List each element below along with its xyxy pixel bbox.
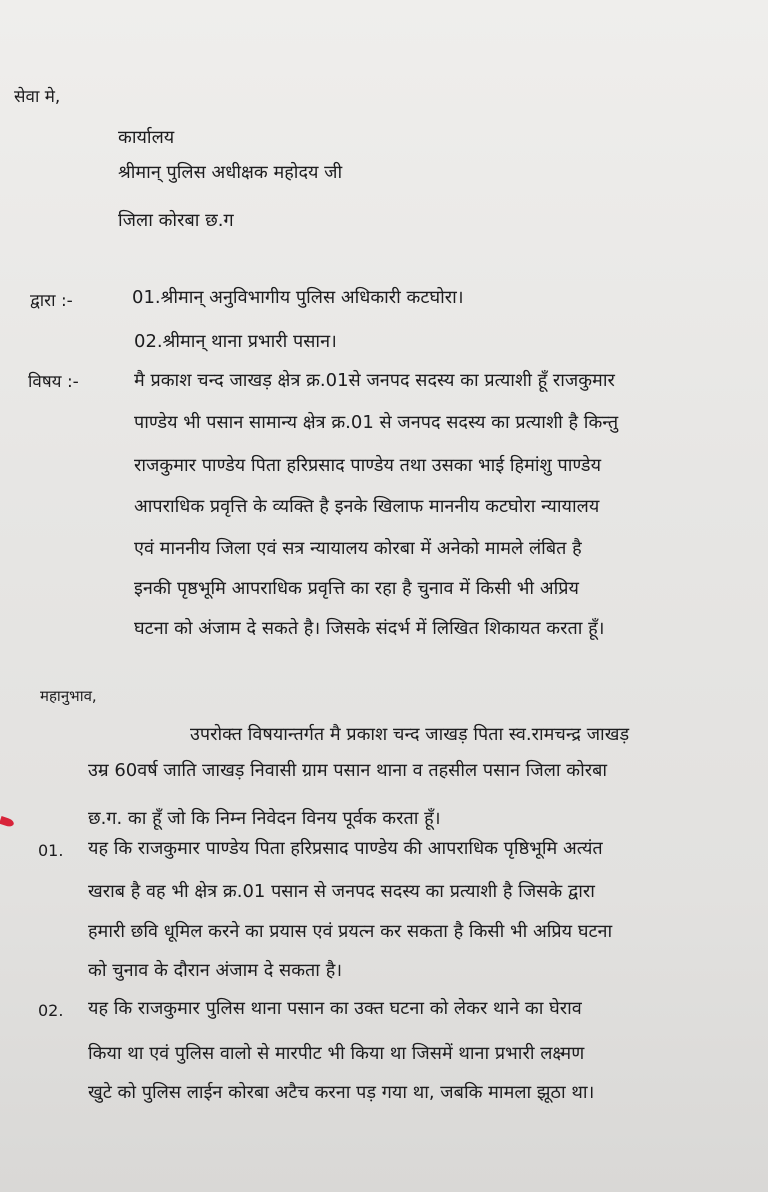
point-line: खुटे को पुलिस लाईन कोरबा अटैच करना पड़ गया था, जबकि मामला झूठा था। bbox=[88, 1082, 595, 1103]
subject-line: घटना को अंजाम दे सकते है। जिसके संदर्भ में लिखित शिकायत करता हूँ। bbox=[134, 618, 605, 639]
via-line-1: 01.श्रीमान् अनुविभागीय पुलिस अधिकारी कटघोरा। bbox=[132, 287, 464, 308]
subject-line: एवं माननीय जिला एवं सत्र न्यायालय कोरबा में अनेको मामले लंबित है bbox=[134, 538, 582, 559]
red-pen-mark bbox=[0, 816, 15, 828]
via-line-2: 02.श्रीमान् थाना प्रभारी पसान। bbox=[134, 331, 337, 352]
point-line: यह कि राजकुमार पाण्डेय पिता हरिप्रसाद पाण्डेय की आपराधिक पृष्ठिभूमि अत्यंत bbox=[88, 838, 603, 859]
via-label: द्वारा :- bbox=[30, 291, 73, 311]
greeting: महानुभाव, bbox=[40, 687, 97, 705]
subject-label: विषय :- bbox=[28, 372, 79, 392]
intro-line: उपरोक्त विषयान्तर्गत मै प्रकाश चन्द जाखड़ पिता स्व.रामचन्द्र जाखड़ bbox=[190, 724, 630, 745]
point-number: 02. bbox=[38, 1001, 64, 1020]
subject-line: पाण्डेय भी पसान सामान्य क्षेत्र क्र.01 से जनपद सदस्य का प्रत्याशी है किन्तु bbox=[134, 412, 619, 433]
subject-line: मै प्रकाश चन्द जाखड़ क्षेत्र क्र.01से जनपद सदस्य का प्रत्याशी हूँ राजकुमार bbox=[134, 370, 615, 391]
salutation: सेवा मे, bbox=[14, 87, 61, 107]
point-line: हमारी छवि धूमिल करने का प्रयास एवं प्रयत्न कर सकता है किसी भी अप्रिय घटना bbox=[88, 921, 613, 942]
intro-line: छ.ग. का हूँ जो कि निम्न निवेदन विनय पूर्वक करता हूँ। bbox=[88, 808, 441, 829]
point-line: खराब है वह भी क्षेत्र क्र.01 पसान से जनपद सदस्य का प्रत्याशी है जिसके द्वारा bbox=[88, 881, 595, 902]
point-line: किया था एवं पुलिस वालो से मारपीट भी किया था जिसमें थाना प्रभारी लक्ष्मण bbox=[88, 1043, 585, 1064]
point-number: 01. bbox=[38, 841, 64, 860]
point-line: यह कि राजकुमार पुलिस थाना पसान का उक्त घटना को लेकर थाने का घेराव bbox=[88, 998, 582, 1019]
intro-line: उम्र 60वर्ष जाति जाखड़ निवासी ग्राम पसान थाना व तहसील पसान जिला कोरबा bbox=[88, 760, 608, 781]
addressee-title: श्रीमान् पुलिस अधीक्षक महोदय जी bbox=[118, 162, 343, 183]
subject-line: राजकुमार पाण्डेय पिता हरिप्रसाद पाण्डेय तथा उसका भाई हिमांशु पाण्डेय bbox=[134, 455, 602, 476]
subject-line: इनकी पृष्ठभूमि आपराधिक प्रवृत्ति का रहा है चुनाव में किसी भी अप्रिय bbox=[134, 578, 579, 599]
subject-line: आपराधिक प्रवृत्ति के व्यक्ति है इनके खिलाफ माननीय कटघोरा न्यायालय bbox=[134, 496, 600, 517]
addressee-office: कार्यालय bbox=[118, 127, 175, 148]
addressee-district: जिला कोरबा छ.ग bbox=[118, 210, 234, 231]
point-line: को चुनाव के दौरान अंजाम दे सकता है। bbox=[88, 960, 343, 981]
